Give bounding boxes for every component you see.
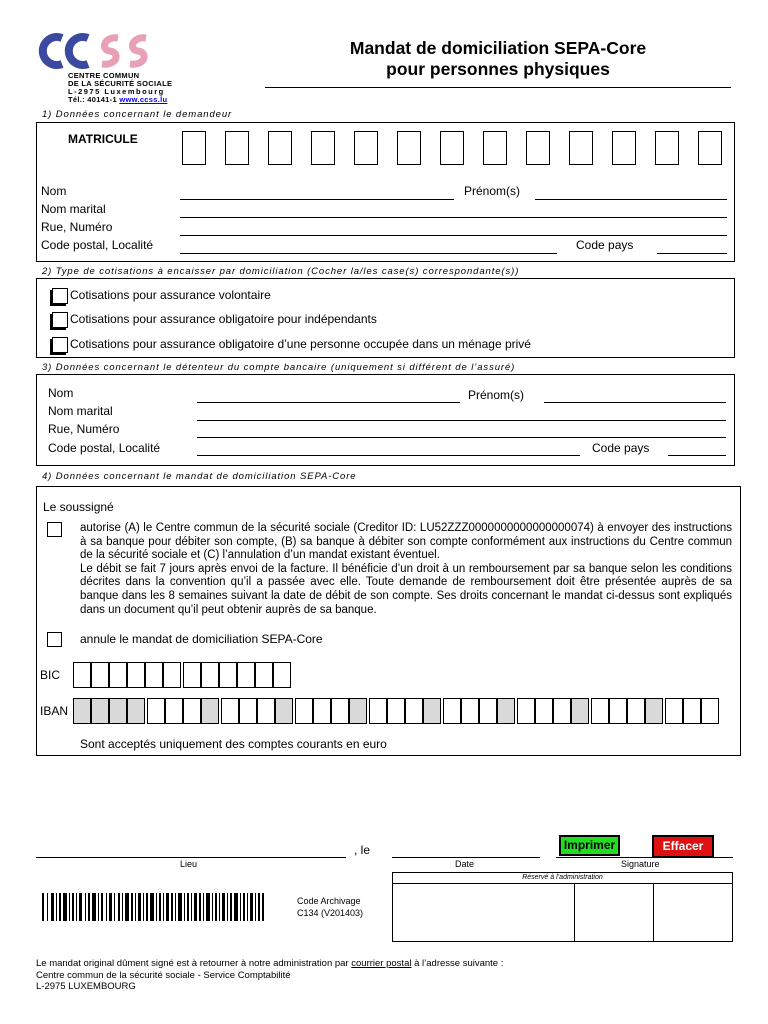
address-line-1: Centre commun de la sécurité sociale - Service Comptabilité bbox=[36, 969, 291, 981]
checkbox-autorise[interactable] bbox=[47, 522, 62, 537]
iban-cell[interactable] bbox=[313, 698, 331, 724]
checkbox-annule[interactable] bbox=[47, 632, 62, 647]
admin-divider bbox=[653, 883, 654, 941]
option-menage-prive-label: Cotisations pour assurance obligatoire d’une personne occupée dans un ménage privé bbox=[70, 337, 531, 351]
iban-cell[interactable] bbox=[535, 698, 553, 724]
section-1-label: 1) Données concernant le demandeur bbox=[42, 109, 233, 120]
iban-cell[interactable] bbox=[239, 698, 257, 724]
iban-cell[interactable] bbox=[701, 698, 719, 724]
title-line-1: Mandat de domiciliation SEPA-Core bbox=[349, 38, 647, 58]
admin-reserved-box bbox=[392, 872, 733, 942]
matricule-digit-box[interactable] bbox=[526, 131, 550, 165]
option-volontaire-label: Cotisations pour assurance volontaire bbox=[70, 288, 271, 302]
iban-cell[interactable] bbox=[387, 698, 405, 724]
bic-label: BIC bbox=[40, 668, 61, 682]
checkbox-independants[interactable] bbox=[52, 312, 68, 328]
iban-cell[interactable] bbox=[571, 698, 589, 724]
ccss-logo bbox=[38, 32, 170, 70]
debit-paragraph: Le débit se fait 7 jours après envoi de la facture. Il bénéficie d’un droit à un remboursement par sa banque selon les conditions décrites dans la convention qu’il a passée avec elle. Toute demande de remboursement doit être présentée auprès de sa banque dans les 8 semaines suivant la date de débit de son compte. Ses droits concernant le mandat ci-dessus sont expliqués dans un document qu’il peut obtenir auprès de sa banque. bbox=[80, 562, 732, 616]
admin-divider bbox=[574, 883, 575, 941]
iban-cell[interactable] bbox=[683, 698, 701, 724]
iban-cell[interactable] bbox=[275, 698, 293, 724]
iban-cell[interactable] bbox=[405, 698, 423, 724]
autorise-text bbox=[80, 522, 732, 617]
iban-input[interactable] bbox=[73, 698, 723, 724]
return-line bbox=[36, 958, 503, 970]
iban-cell[interactable] bbox=[369, 698, 387, 724]
section-2-label: 2) Type de cotisations à encaisser par domiciliation (Cocher la/les case(s) correspondante(s)) bbox=[42, 266, 520, 277]
section-3-label: 3) Données concernant le détenteur du compte bancaire (uniquement si différent de l’assuré) bbox=[42, 362, 516, 373]
checkbox-menage-prive[interactable] bbox=[52, 337, 68, 353]
return-instructions bbox=[36, 958, 503, 993]
lieu-field[interactable] bbox=[36, 857, 346, 858]
iban-cell[interactable] bbox=[609, 698, 627, 724]
iban-cell[interactable] bbox=[201, 698, 219, 724]
org-phone bbox=[68, 96, 172, 104]
iban-cell[interactable] bbox=[165, 698, 183, 724]
iban-cell[interactable] bbox=[645, 698, 663, 724]
code-pays-label: Code pays bbox=[576, 238, 634, 252]
iban-cell[interactable] bbox=[461, 698, 479, 724]
bic-input[interactable] bbox=[73, 662, 295, 688]
page-title bbox=[265, 38, 731, 80]
matricule-digit-box[interactable] bbox=[182, 131, 206, 165]
title-underline bbox=[265, 87, 731, 88]
nom-field[interactable] bbox=[180, 199, 454, 200]
checkbox-volontaire[interactable] bbox=[52, 288, 68, 304]
prenom-label: Prénom(s) bbox=[464, 184, 521, 198]
holder-code-pays-label: Code pays bbox=[592, 441, 650, 455]
le-label: , le bbox=[354, 843, 371, 857]
iban-cell[interactable] bbox=[295, 698, 313, 724]
matricule-digit-box[interactable] bbox=[612, 131, 636, 165]
section-4-label: 4) Données concernant le mandat de domiciliation SEPA-Core bbox=[42, 471, 357, 482]
option-independants-label: Cotisations pour assurance obligatoire pour indépendants bbox=[70, 312, 377, 326]
bic-cell[interactable] bbox=[91, 662, 109, 688]
bic-cell[interactable] bbox=[109, 662, 127, 688]
iban-cell[interactable] bbox=[221, 698, 239, 724]
date-field[interactable] bbox=[392, 857, 540, 858]
bic-cell[interactable] bbox=[201, 662, 219, 688]
nom-label: Nom bbox=[41, 184, 67, 198]
matricule-digit-box[interactable] bbox=[397, 131, 421, 165]
iban-cell[interactable] bbox=[423, 698, 441, 724]
bic-cell[interactable] bbox=[273, 662, 291, 688]
holder-nom-field[interactable] bbox=[197, 402, 460, 403]
bic-cell[interactable] bbox=[163, 662, 181, 688]
nom-marital-field[interactable] bbox=[180, 217, 727, 218]
iban-cell[interactable] bbox=[331, 698, 349, 724]
section-1-box bbox=[36, 122, 735, 262]
holder-code-postal-label: Code postal, Localité bbox=[48, 441, 161, 455]
matricule-digit-box[interactable] bbox=[354, 131, 378, 165]
code-pays-field[interactable] bbox=[657, 253, 727, 254]
bic-cell[interactable] bbox=[237, 662, 255, 688]
matricule-digit-box[interactable] bbox=[483, 131, 507, 165]
signature-label: Signature bbox=[621, 859, 660, 869]
org-line: L-2975 Luxembourg bbox=[68, 87, 165, 96]
holder-rue-label: Rue, Numéro bbox=[48, 422, 120, 436]
barcode bbox=[42, 893, 264, 921]
clear-button[interactable]: Effacer bbox=[652, 835, 714, 858]
bic-cell[interactable] bbox=[145, 662, 163, 688]
prenom-field[interactable] bbox=[535, 199, 727, 200]
iban-cell[interactable] bbox=[443, 698, 461, 724]
matricule-digit-box[interactable] bbox=[225, 131, 249, 165]
iban-cell[interactable] bbox=[349, 698, 367, 724]
iban-cell[interactable] bbox=[627, 698, 645, 724]
iban-cell[interactable] bbox=[479, 698, 497, 724]
code-postal-label: Code postal, Localité bbox=[41, 238, 154, 252]
org-line: CENTRE COMMUN bbox=[68, 71, 140, 80]
phone-number: Tél.: 40141-1 bbox=[68, 95, 117, 104]
iban-cell[interactable] bbox=[127, 698, 145, 724]
matricule-digit-box[interactable] bbox=[655, 131, 679, 165]
iban-cell[interactable] bbox=[665, 698, 683, 724]
bic-cell[interactable] bbox=[183, 662, 201, 688]
holder-prenom-label: Prénom(s) bbox=[468, 388, 525, 402]
bic-cell[interactable] bbox=[73, 662, 91, 688]
org-line: DE LA SÉCURITÉ SOCIALE bbox=[68, 79, 173, 88]
nom-marital-label: Nom marital bbox=[41, 202, 106, 216]
iban-cell[interactable] bbox=[553, 698, 571, 724]
iban-cell[interactable] bbox=[109, 698, 127, 724]
holder-prenom-field[interactable] bbox=[544, 402, 726, 403]
bic-cell[interactable] bbox=[255, 662, 273, 688]
matricule-digit-box[interactable] bbox=[440, 131, 464, 165]
matricule-digit-box[interactable] bbox=[311, 131, 335, 165]
iban-cell[interactable] bbox=[497, 698, 515, 724]
return-suffix: à l’adresse suivante : bbox=[411, 958, 504, 969]
autorise-paragraph: autorise (A) le Centre commun de la sécurité sociale (Creditor ID: LU52ZZZ0000000000000000074) à envoyer des instructions à sa banque pour débiter son compte, (B) sa banque à débiter son compte conformément aux instructions du Centre commun de la sécurité sociale et (C) l’annulation d’un mandat existant éventuel. bbox=[80, 522, 732, 562]
bic-cell[interactable] bbox=[219, 662, 237, 688]
matricule-label: MATRICULE bbox=[68, 132, 138, 146]
matricule-digit-box[interactable] bbox=[268, 131, 292, 165]
rue-label: Rue, Numéro bbox=[41, 220, 113, 234]
matricule-digit-box[interactable] bbox=[569, 131, 593, 165]
holder-nom-marital-label: Nom marital bbox=[48, 404, 113, 418]
website-link[interactable]: www.ccss.lu bbox=[119, 95, 168, 104]
iban-cell[interactable] bbox=[183, 698, 201, 724]
section-3-box bbox=[36, 374, 735, 466]
holder-nom-marital-field[interactable] bbox=[197, 420, 726, 421]
iban-cell[interactable] bbox=[591, 698, 609, 724]
bic-cell[interactable] bbox=[127, 662, 145, 688]
code-postal-field[interactable] bbox=[180, 253, 557, 254]
holder-code-pays-field[interactable] bbox=[668, 455, 726, 456]
rue-field[interactable] bbox=[180, 235, 727, 236]
print-button[interactable]: Imprimer bbox=[559, 835, 620, 856]
lieu-label: Lieu bbox=[180, 859, 198, 869]
iban-cell[interactable] bbox=[257, 698, 275, 724]
iban-cell[interactable] bbox=[517, 698, 535, 724]
iban-cell[interactable] bbox=[73, 698, 91, 724]
organisation-address bbox=[68, 72, 172, 104]
archive-code-label: Code Archivage bbox=[297, 896, 361, 906]
archive-code bbox=[297, 895, 363, 919]
title-line-2: pour personnes physiques bbox=[386, 59, 610, 79]
date-label: Date bbox=[455, 859, 475, 869]
holder-nom-label: Nom bbox=[48, 386, 74, 400]
holder-code-postal-field[interactable] bbox=[197, 455, 580, 456]
iban-label: IBAN bbox=[40, 704, 69, 718]
iban-cell[interactable] bbox=[91, 698, 109, 724]
section-2-box bbox=[36, 278, 735, 358]
address-line-2: L-2975 LUXEMBOURG bbox=[36, 981, 136, 992]
admin-reserved-label: Réservé à l’administration bbox=[393, 873, 732, 884]
section-4-box bbox=[36, 486, 741, 756]
soussigne-label: Le soussigné bbox=[43, 500, 114, 514]
courrier-postal-link: courrier postal bbox=[351, 958, 412, 969]
holder-rue-field[interactable] bbox=[197, 437, 726, 438]
iban-cell[interactable] bbox=[147, 698, 165, 724]
annule-label: annule le mandat de domiciliation SEPA-Core bbox=[80, 632, 323, 646]
euro-accounts-note: Sont acceptés uniquement des comptes courants en euro bbox=[80, 737, 387, 751]
matricule-digit-box[interactable] bbox=[698, 131, 722, 165]
archive-code-value: C134 (V201403) bbox=[297, 908, 364, 918]
matricule-input[interactable] bbox=[182, 131, 732, 167]
return-prefix: Le mandat original dûment signé est à retourner à notre administration par bbox=[36, 958, 352, 969]
